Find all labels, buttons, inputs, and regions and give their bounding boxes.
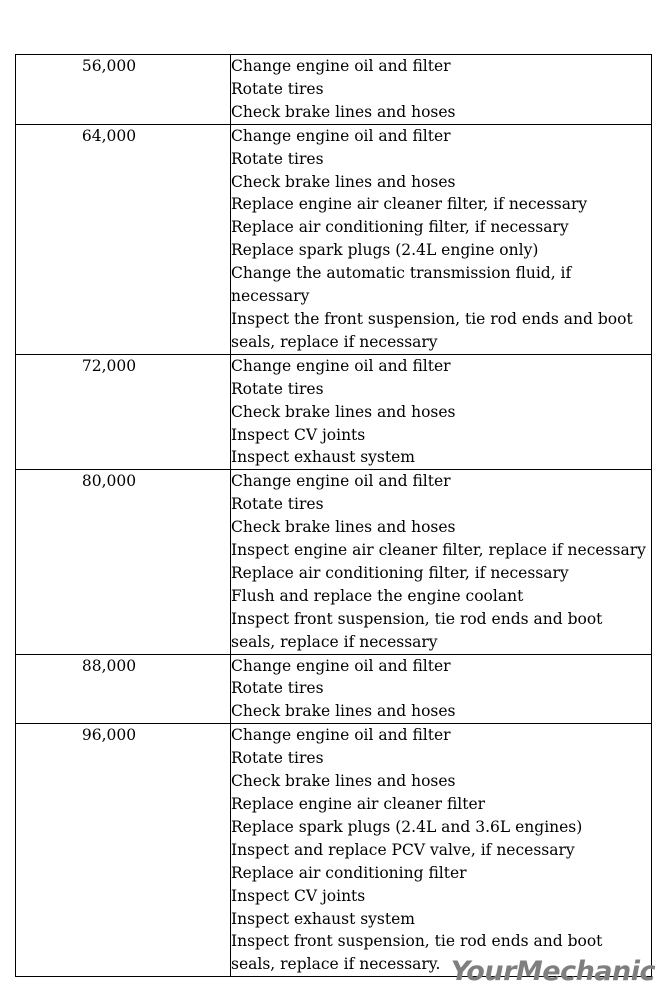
task-item: Change engine oil and filter	[231, 126, 451, 145]
task-item: Replace engine air cleaner filter	[231, 795, 486, 813]
task-item: Check brake lines and hoses	[231, 702, 456, 721]
task-item: Rotate tires	[231, 379, 324, 398]
task-item: Replace air conditioning filter, if necessary	[231, 218, 569, 237]
tasks-cell	[231, 354, 652, 470]
task-item: Change the automatic transmission fluid, if necessary	[231, 264, 572, 306]
task-item: Inspect front suspension, tie rod ends and boot seals, replace if necessary.	[231, 932, 603, 974]
tasks-cell	[231, 124, 652, 354]
task-item: Inspect CV joints	[231, 886, 366, 905]
task-item: Rotate tires	[231, 495, 324, 514]
mileage-value: 72,000	[81, 356, 137, 375]
task-item: Change engine oil and filter	[231, 57, 451, 75]
mileage-cell	[16, 654, 231, 724]
table-row	[16, 55, 652, 125]
task-item: Check brake lines and hoses	[231, 402, 456, 421]
mileage-value: 64,000	[81, 126, 137, 145]
mileage-cell	[16, 470, 231, 654]
tasks-cell	[231, 724, 652, 977]
table-row	[16, 724, 652, 977]
mileage-cell	[16, 55, 231, 125]
table-row	[16, 470, 652, 654]
table-row	[16, 124, 652, 354]
table-row	[16, 654, 652, 724]
task-item: Check brake lines and hoses	[231, 518, 456, 537]
task-item: Inspect engine air cleaner filter, replace if necessary	[231, 541, 646, 560]
tasks-cell	[231, 470, 652, 654]
task-item: Inspect exhaust system	[231, 448, 415, 467]
task-item: Inspect CV joints	[231, 425, 366, 444]
task-item: Check brake lines and hoses	[231, 172, 456, 191]
yourmechanic-watermark-logo: YourMechanic	[450, 956, 655, 987]
task-item: Replace spark plugs (2.4L engine only)	[231, 241, 539, 260]
table-row	[16, 354, 652, 470]
task-item: Change engine oil and filter	[231, 472, 451, 491]
task-item: Rotate tires	[231, 79, 324, 98]
mileage-value: 80,000	[81, 472, 137, 491]
task-item: Inspect front suspension, tie rod ends and boot seals, replace if necessary	[231, 609, 603, 651]
mileage-value: 56,000	[81, 57, 137, 75]
task-item: Rotate tires	[231, 749, 324, 768]
task-item: Rotate tires	[231, 149, 324, 168]
tasks-cell	[231, 55, 652, 125]
maintenance-schedule-table	[15, 54, 652, 977]
task-item: Change engine oil and filter	[231, 356, 451, 375]
mileage-cell	[16, 354, 231, 470]
task-item: Replace engine air cleaner filter, if necessary	[231, 195, 588, 214]
task-item: Check brake lines and hoses	[231, 102, 456, 121]
task-item: Check brake lines and hoses	[231, 772, 456, 791]
task-item: Change engine oil and filter	[231, 656, 451, 675]
task-item: Replace air conditioning filter, if necessary	[231, 563, 569, 582]
tasks-cell	[231, 654, 652, 724]
task-item: Rotate tires	[231, 679, 324, 698]
mileage-cell	[16, 124, 231, 354]
task-item: Inspect and replace PCV valve, if necessary	[231, 840, 575, 859]
mileage-cell	[16, 724, 231, 977]
task-item: Replace spark plugs (2.4L and 3.6L engines)	[231, 817, 583, 836]
mileage-value: 88,000	[81, 656, 137, 675]
task-item: Inspect the front suspension, tie rod ends and boot seals, replace if necessary	[231, 309, 633, 351]
task-item: Change engine oil and filter	[231, 726, 451, 745]
mileage-value: 96,000	[81, 726, 137, 745]
task-item: Flush and replace the engine coolant	[231, 586, 524, 605]
task-item: Replace air conditioning filter	[231, 863, 467, 882]
task-item: Inspect exhaust system	[231, 909, 415, 928]
